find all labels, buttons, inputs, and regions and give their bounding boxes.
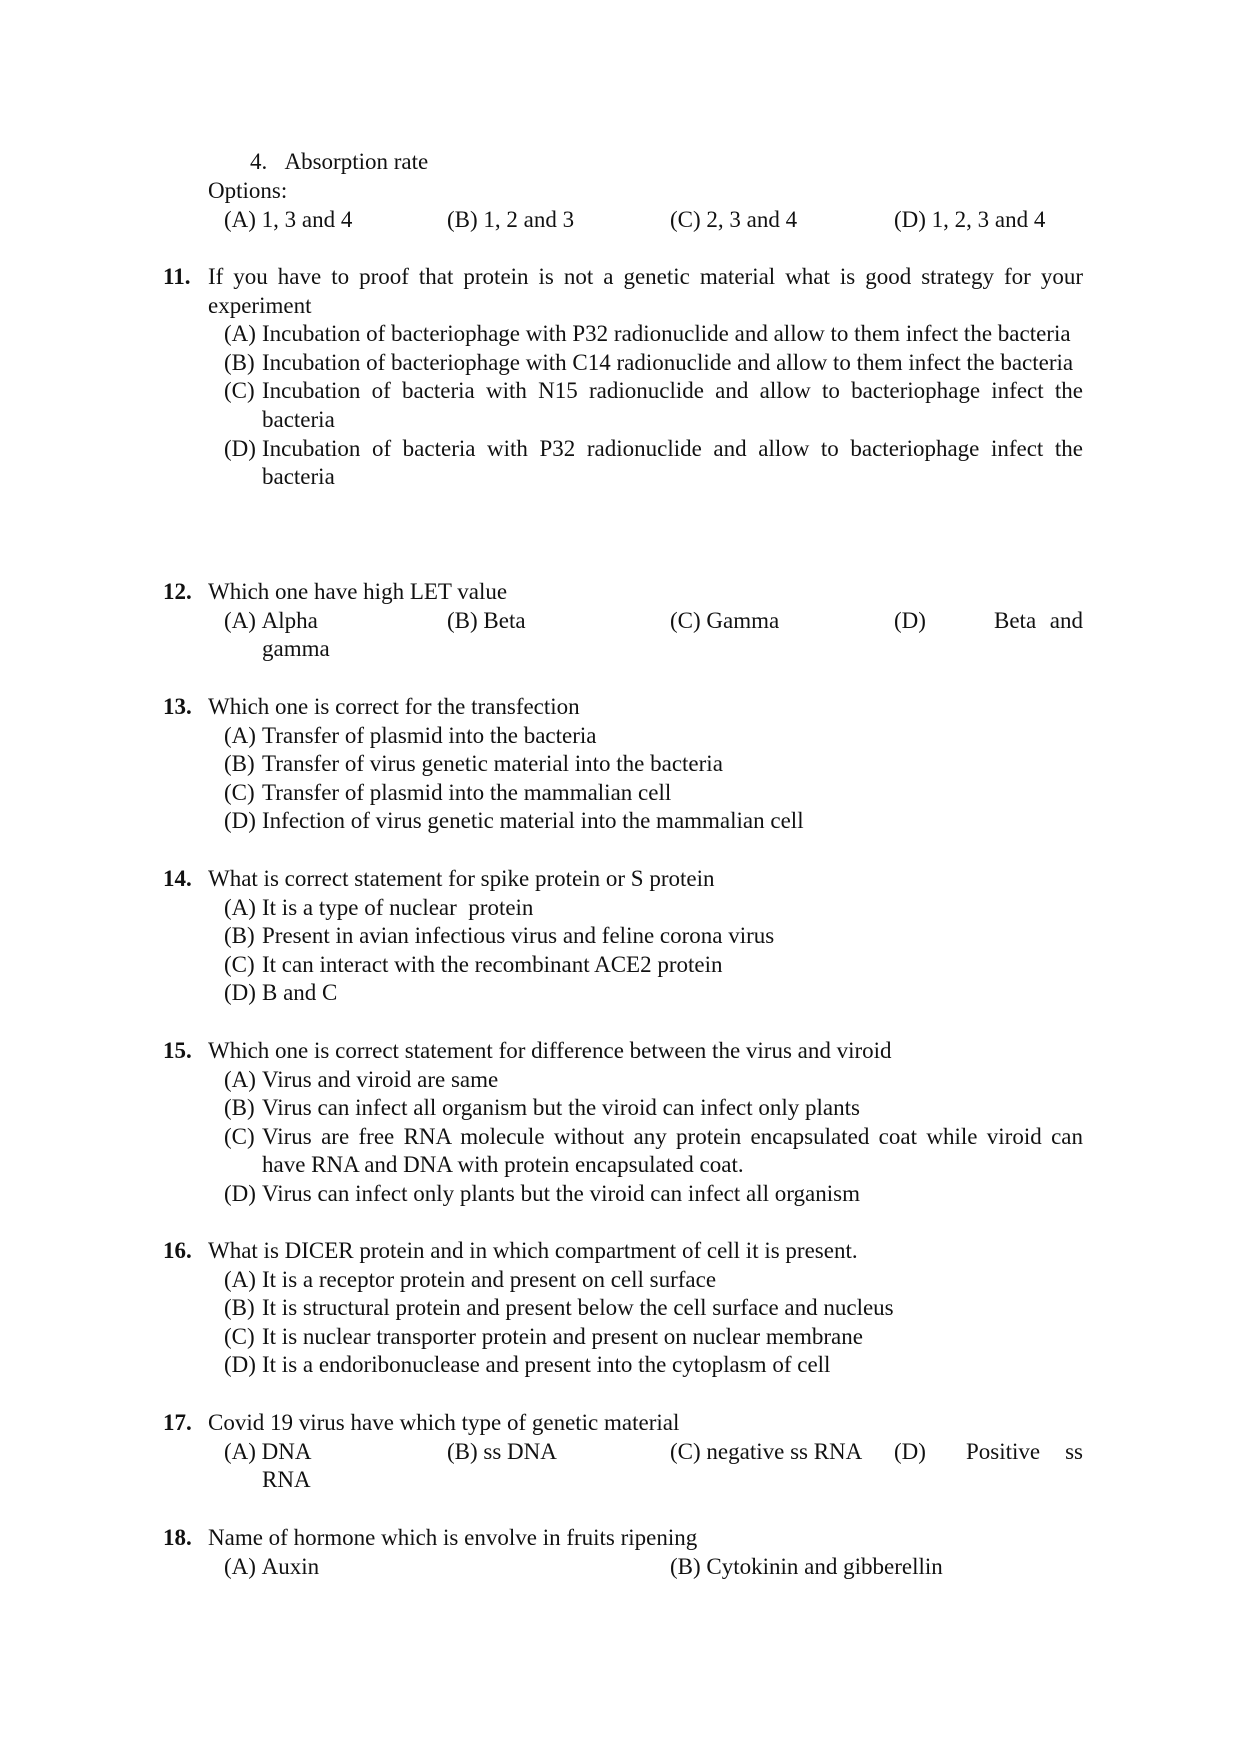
- option-text: Transfer of plasmid into the mammalian cell: [262, 779, 672, 805]
- option-text: Present in avian infectious virus and feline corona virus: [262, 923, 775, 949]
- question-16: [163, 1237, 1083, 1380]
- option-label: (D): [224, 980, 256, 1006]
- option-d: [224, 435, 1083, 492]
- option-b: [224, 1294, 1083, 1323]
- option-text: It is a type of nuclear protein: [262, 894, 534, 920]
- option-a: (A) Alpha: [224, 607, 318, 633]
- question-18: [163, 1524, 1083, 1581]
- option-b: [224, 922, 1083, 951]
- option-d: [224, 1180, 1083, 1209]
- option-b: (B) ss DNA: [447, 1438, 557, 1464]
- question-number: 15.: [163, 1038, 192, 1063]
- option-text: It is a receptor protein and present on cell surface: [262, 1266, 717, 1292]
- option-label: (B): [224, 349, 255, 375]
- option-a: (A) 1, 3 and 4: [224, 207, 353, 232]
- option-label: (D): [224, 435, 256, 461]
- options-row: [224, 1553, 1083, 1582]
- option-text: Transfer of virus genetic material into the bacteria: [262, 751, 723, 777]
- option-label: (C): [224, 1123, 255, 1149]
- option-c: (C) negative ss RNA: [670, 1438, 863, 1464]
- question-number: 13.: [163, 694, 192, 719]
- question-number: 11.: [163, 264, 191, 289]
- option-d-word: ss: [1065, 1438, 1083, 1464]
- option-d-continuation: gamma: [262, 636, 330, 662]
- option-d-label: (D): [894, 607, 926, 633]
- option-text: Infection of virus genetic material into the mammalian cell: [262, 808, 804, 834]
- option-text: It can interact with the recombinant ACE2 protein: [262, 951, 723, 977]
- option-a: [224, 1066, 1083, 1095]
- options-row: [224, 1438, 1083, 1467]
- question-text: Name of hormone which is envolve in fruits ripening: [208, 1525, 698, 1550]
- option-d: [224, 807, 1083, 836]
- option-label: (C): [224, 1323, 255, 1349]
- option-text: It is structural protein and present below the cell surface and nucleus: [262, 1295, 894, 1321]
- option-text: Virus can infect only plants but the viroid can infect all organism: [262, 1180, 860, 1206]
- question-15: [163, 1037, 1083, 1209]
- option-text: It is a endoribonuclease and present into the cytoplasm of cell: [262, 1352, 831, 1378]
- option-c: [224, 779, 1083, 808]
- option-text: Incubation of bacteria with P32 radionuclide and allow to bacteriophage infect the bacteria: [262, 435, 1083, 490]
- option-a: [224, 1266, 1083, 1295]
- question-11: [163, 263, 1083, 492]
- option-d-label: (D): [894, 1438, 926, 1464]
- option-a: [224, 894, 1083, 923]
- option-b: (B) Beta: [447, 607, 526, 633]
- option-b: [224, 750, 1083, 779]
- question-12: [163, 578, 1083, 664]
- option-text: Incubation of bacteriophage with P32 radionuclide and allow to them infect the bacteria: [262, 321, 1071, 347]
- question-number: 12.: [163, 579, 192, 604]
- option-b: [224, 349, 1083, 378]
- question-number: 16.: [163, 1238, 192, 1263]
- question-number: 17.: [163, 1410, 192, 1435]
- option-label: (C): [224, 378, 255, 404]
- option-label: (B): [224, 923, 255, 949]
- list-item-4: 4. Absorption rate: [250, 149, 429, 174]
- question-17: [163, 1409, 1083, 1495]
- question-14: [163, 865, 1083, 1008]
- option-label: (C): [224, 779, 255, 805]
- option-label: (D): [224, 808, 256, 834]
- option-text: Incubation of bacteria with N15 radionuclide and allow to bacteriophage infect the bacteria: [262, 378, 1083, 432]
- option-d: [224, 1351, 1083, 1380]
- option-c: (C) 2, 3 and 4: [670, 207, 798, 232]
- options-row: [224, 607, 1083, 636]
- question-13: [163, 693, 1083, 836]
- option-label: (A): [224, 1066, 256, 1092]
- option-a: (A) Auxin: [224, 1553, 320, 1579]
- option-c: [224, 1323, 1083, 1352]
- option-d: [224, 979, 1083, 1008]
- options-label: Options:: [208, 178, 288, 203]
- option-text: Virus are free RNA molecule without any protein encapsulated coat while viroid can have RNA and DNA with protein encapsulated coat.: [262, 1123, 1083, 1178]
- option-d-continuation: RNA: [262, 1467, 311, 1493]
- option-c: [224, 1123, 1083, 1180]
- option-d-word: Beta: [994, 607, 1037, 633]
- option-label: (D): [224, 1180, 256, 1206]
- option-c: [224, 951, 1083, 980]
- question-text: Which one have high LET value: [208, 579, 508, 604]
- option-b: (B) Cytokinin and gibberellin: [670, 1553, 943, 1579]
- option-label: (A): [224, 321, 256, 347]
- option-label: (A): [224, 1266, 256, 1292]
- option-a: (A) DNA: [224, 1438, 312, 1464]
- question-text: What is DICER protein and in which compartment of cell it is present.: [208, 1238, 858, 1263]
- option-label: (A): [224, 722, 256, 748]
- option-label: (B): [224, 1295, 255, 1321]
- question-text: Which one is correct statement for difference between the virus and viroid: [208, 1038, 892, 1063]
- question-text: Which one is correct for the transfection: [208, 694, 580, 719]
- option-label: (A): [224, 894, 256, 920]
- question-text: Covid 19 virus have which type of genetic material: [208, 1410, 680, 1435]
- question-number: 14.: [163, 866, 192, 891]
- question-text: What is correct statement for spike protein or S protein: [208, 866, 715, 891]
- option-text: Transfer of plasmid into the bacteria: [262, 722, 597, 748]
- option-a: [224, 722, 1083, 751]
- option-d-word: Positive: [966, 1438, 1041, 1464]
- option-c: (C) Gamma: [670, 607, 780, 633]
- option-b: [224, 1094, 1083, 1123]
- option-d: (D) 1, 2, 3 and 4: [894, 207, 1046, 232]
- option-text: Virus can infect all organism but the viroid can infect only plants: [262, 1095, 860, 1121]
- option-a: [224, 320, 1083, 349]
- question-text: If you have to proof that protein is not a genetic material what is good strategy for your experiment: [208, 264, 1083, 318]
- option-c: [224, 377, 1083, 434]
- option-text: It is nuclear transporter protein and present on nuclear membrane: [262, 1323, 863, 1349]
- option-b: (B) 1, 2 and 3: [447, 207, 575, 232]
- question-number: 18.: [163, 1525, 192, 1550]
- option-text: Virus and viroid are same: [262, 1066, 499, 1092]
- option-d-word: and: [1049, 607, 1083, 633]
- option-label: (B): [224, 751, 255, 777]
- option-text: B and C: [262, 980, 338, 1006]
- option-label: (C): [224, 951, 255, 977]
- option-text: Incubation of bacteriophage with C14 radionuclide and allow to them infect the bacteria: [262, 349, 1074, 375]
- option-label: (B): [224, 1095, 255, 1121]
- option-label: (D): [224, 1352, 256, 1378]
